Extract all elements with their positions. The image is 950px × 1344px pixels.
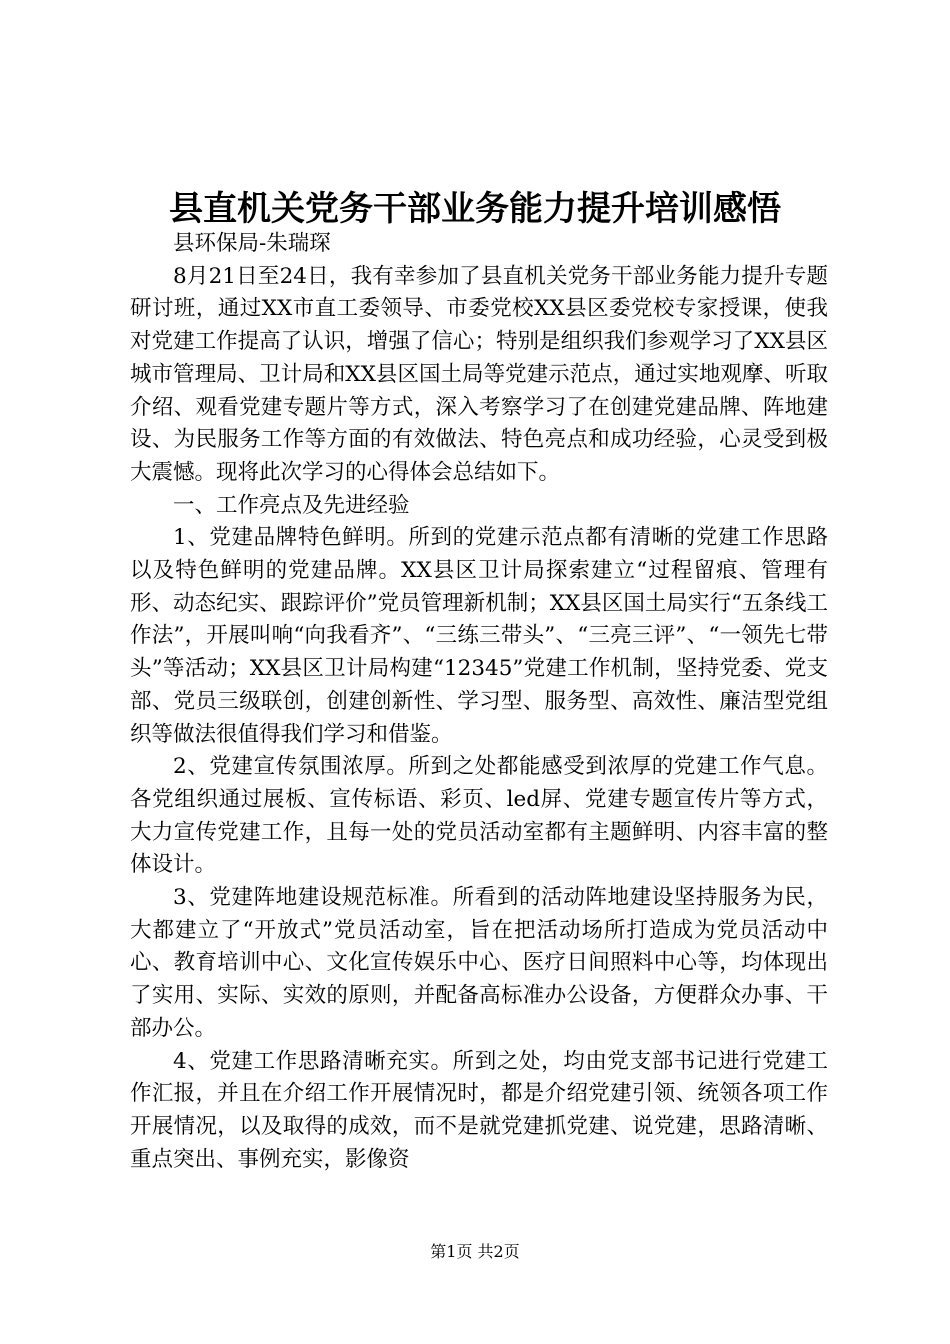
section-heading: 一、工作亮点及先进经验: [173, 492, 410, 518]
paragraph-intro: 8月21日至24日，我有幸参加了县直机关党务干部业务能力提升专题研讨班，通过XX市直工委领导、市委党校XX县区委党校专家授课，使我对党建工作提高了认识，增强了信心；特别是组织我们参观学习了XX县区城市管理局、卫计局和XX县区国土局等党建示范点，通过实地观摩、听取介绍、观看党建专题片等方式，深入考察学习了在创建党建品牌、阵地建设、为民服务工作等方面的有效做法、特色亮点和成功经验，心灵受到极大震憾。现将此次学习的心得体会总结如下。: [130, 263, 828, 485]
paragraph-point-4: 4、党建工作思路清晰充实。所到之处，均由党支部书记进行党建工作汇报，并且在介绍工作开展情况时，都是介绍党建引领、统领各项工作开展情况，以及取得的成效，而不是就党建抓党建、说党建，思路清晰、重点突出、事例充实，影像资: [130, 1048, 828, 1172]
page-number: 第1页 共2页: [430, 1242, 520, 1261]
paragraph-point-3: 3、党建阵地建设规范标准。所看到的活动阵地建设坚持服务为民，大都建立了“开放式”党员活动室，旨在把活动场所打造成为党员活动中心、教育培训中心、文化宣传娱乐中心、医疗日间照料中心等，均体现出了实用、实际、实效的原则，并配备高标准办公设备，方便群众办事、干部办公。: [130, 885, 828, 1041]
paragraph-point-1: 1、党建品牌特色鲜明。所到的党建示范点都有清晰的党建工作思路以及特色鲜明的党建品牌。XX县区卫计局探索建立“过程留痕、管理有形、动态纪实、跟踪评价”党员管理新机制；XX县区国土局实行“五条线工作法”，开展叫响“向我看齐”、“三练三带头”、“三亮三评”、“一领先七带头”等活动；XX县区卫计局构建“12345”党建工作机制，坚持党委、党支部、党员三级联创，创建创新性、学习型、服务型、高效性、廉洁型党组织等做法很值得我们学习和借鉴。: [130, 525, 828, 747]
document-body: [130, 228, 828, 1176]
author-line: 县环保局-朱瑞琛: [173, 231, 331, 256]
paragraph-point-2: 2、党建宣传氛围浓厚。所到之处都能感受到浓厚的党建工作气息。各党组织通过展板、宣传标语、彩页、led屏、党建专题宣传片等方式，大力宣传党建工作，且每一处的党员活动室都有主题鲜明、内容丰富的整体设计。: [130, 754, 828, 878]
document-title: 县直机关党务干部业务能力提升培训感悟: [169, 189, 781, 229]
